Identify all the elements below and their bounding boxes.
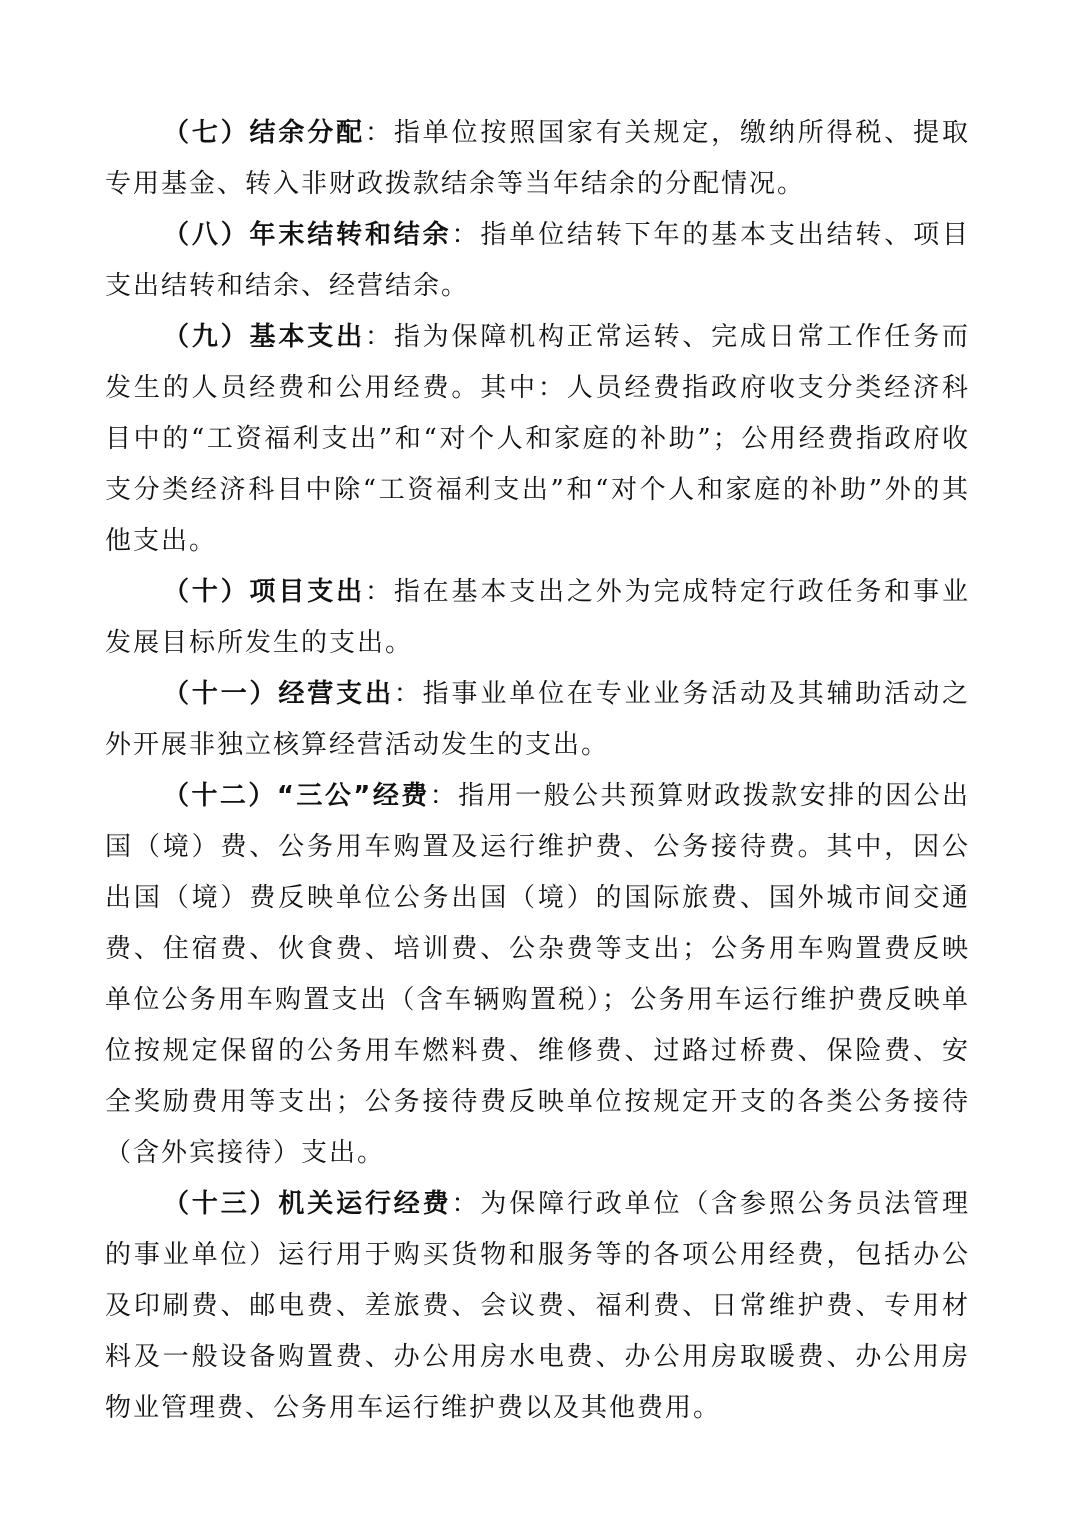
definition-project-expenditure: ：指在基本支出之外为完成特定行政任务和事业发展目标所发生的支出。 [105,577,970,658]
term-three-public-expenses: （十二）“三公”经费 [163,781,430,811]
definition-agency-operating-expenses: ：为保障行政单位（含参照公务员法管理的事业单位）运行用于购买货物和服务等的各项公用经费，包括办公及印刷费、邮电费、差旅费、会议费、福利费、日常维护费、专用材料及一般设备购置费、办公用房水电费、办公用房取暖费、办公用房物业管理费、公务用车运行维护费以及其他费用。 [105,1189,970,1423]
document-body [105,108,970,1434]
definition-surplus-distribution: ：指单位按照国家有关规定，缴纳所得税、提取专用基金、转入非财政拨款结余等当年结余的分配情况。 [105,118,970,199]
term-project-expenditure: （十）项目支出 [163,577,365,607]
definition-three-public-expenses: ：指用一般公共预算财政拨款安排的因公出国（境）费、公务用车购置及运行维护费、公务接待费。其中，因公出国（境）费反映单位公务出国（境）的国际旅费、国外城市间交通费、住宿费、伙食费、培训费、公杂费等支出；公务用车购置费反映单位公务用车购置支出（含车辆购置税）；公务用车运行维护费反映单位按规定保留的公务用车燃料费、维修费、过路过桥费、保险费、安全奖励费用等支出；公务接待费反映单位按规定开支的各类公务接待（含外宾接待）支出。 [105,781,970,1168]
paragraph-year-end-carryover [105,210,970,312]
definition-year-end-carryover: ：指单位结转下年的基本支出结转、项目支出结转和结余、经营结余。 [105,220,970,301]
paragraph-agency-operating-expenses [105,1179,970,1434]
paragraph-operating-expenditure [105,669,970,771]
paragraph-project-expenditure [105,567,970,669]
paragraph-basic-expenditure [105,312,970,567]
paragraph-surplus-distribution [105,108,970,210]
term-year-end-carryover: （八）年末结转和结余 [163,220,452,250]
definition-basic-expenditure: ：指为保障机构正常运转、完成日常工作任务而发生的人员经费和公用经费。其中：人员经费指政府收支分类经济科目中的“工资福利支出”和“对个人和家庭的补助”；公用经费指政府收支分类经济科目中除“工资福利支出”和“对个人和家庭的补助”外的其他支出。 [105,322,970,556]
term-operating-expenditure: （十一）经营支出 [163,679,394,709]
term-agency-operating-expenses: （十三）机关运行经费 [163,1189,452,1219]
paragraph-three-public-expenses [105,771,970,1179]
definition-operating-expenditure: ：指事业单位在专业业务活动及其辅助活动之外开展非独立核算经营活动发生的支出。 [105,679,970,760]
term-surplus-distribution: （七）结余分配 [163,118,365,148]
term-basic-expenditure: （九）基本支出 [163,322,365,352]
